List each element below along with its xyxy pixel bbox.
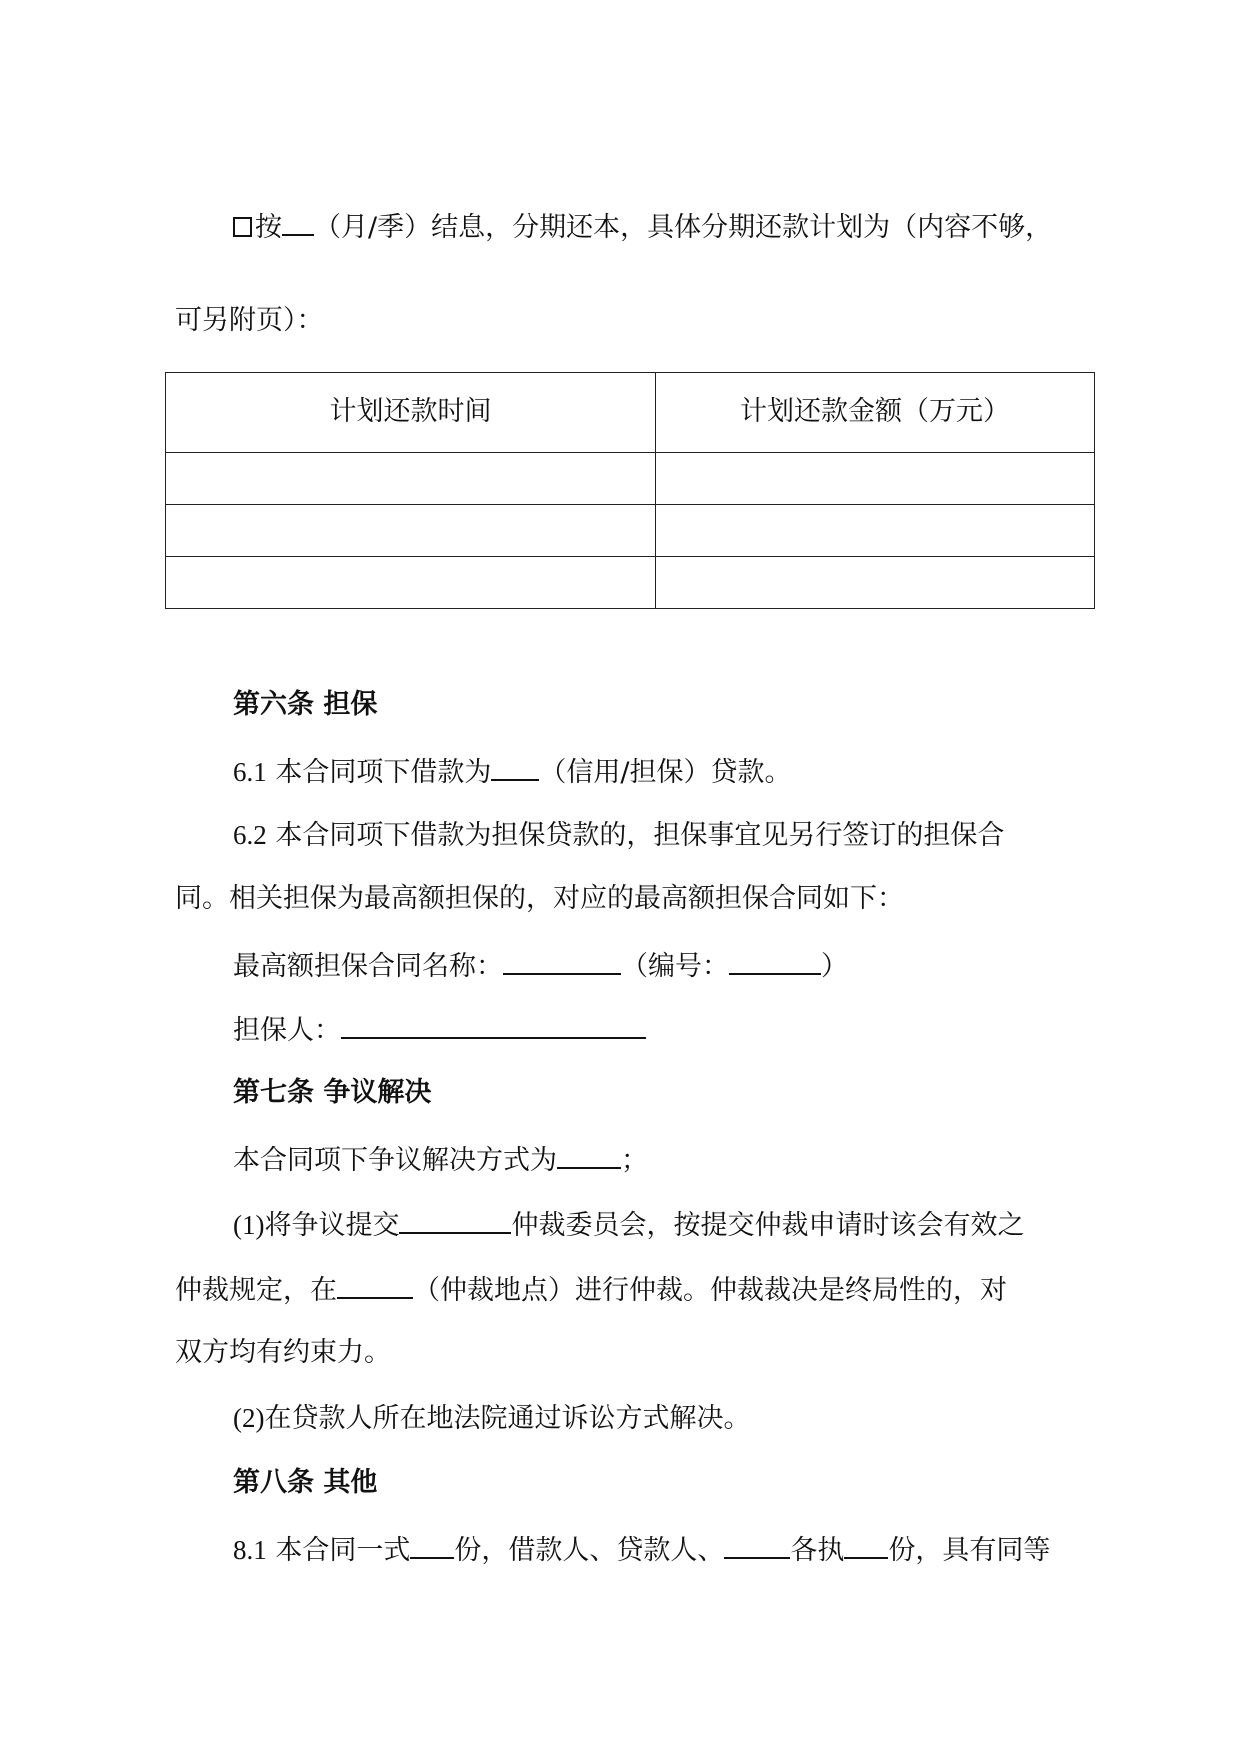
arbitration-place-blank[interactable]	[337, 1273, 413, 1299]
other-party-blank[interactable]	[724, 1533, 790, 1559]
article8-clause1	[233, 1533, 1173, 1566]
header-plan-amount: 计划还款金额（万元）	[656, 373, 1095, 453]
article8-title: 第八条 其他	[233, 1467, 378, 1498]
dispute-method-blank[interactable]	[557, 1143, 621, 1169]
clause-text: 将争议提交	[264, 1210, 400, 1241]
guarantor-blank[interactable]	[341, 1013, 646, 1039]
table-cell[interactable]	[166, 505, 656, 557]
clause-number: (1)	[233, 1210, 265, 1240]
clause-text: 本合同项下借款为担保贷款的，担保事宜见另行签订的担保合	[275, 820, 1005, 851]
article6-clause2-line1	[233, 820, 1173, 851]
table-row	[166, 557, 1095, 609]
clause-number: (2)	[233, 1403, 265, 1433]
period-blank[interactable]	[282, 210, 314, 236]
article7-intro	[233, 1143, 1173, 1176]
contract-number-blank[interactable]	[729, 949, 821, 975]
article7-option2	[233, 1403, 1173, 1434]
article7-option1-line3: 双方均有约束力。	[175, 1337, 391, 1368]
article6-clause1	[233, 755, 1173, 788]
table-cell[interactable]	[656, 557, 1095, 609]
clause-text: （信用/担保）贷款。	[539, 757, 792, 788]
copies-blank[interactable]	[410, 1533, 454, 1559]
table-cell[interactable]	[656, 453, 1095, 505]
article6-clause2-line2: 同。相关担保为最高额担保的，对应的最高额担保合同如下：	[175, 883, 904, 914]
clause-text: 仲裁委员会，按提交仲裁申请时该会有效之	[511, 1210, 1025, 1241]
guarantor-label: 担保人：	[233, 1015, 341, 1046]
clause-text: 在贷款人所在地法院通过诉讼方式解决。	[264, 1403, 751, 1434]
table-header-row	[166, 373, 1095, 453]
clause-text: 仲裁规定，在	[175, 1275, 337, 1306]
max-guarantee-contract-line	[233, 949, 1173, 982]
table-row	[166, 453, 1095, 505]
table-cell[interactable]	[166, 453, 656, 505]
contract-name-label: 最高额担保合同名称：	[233, 951, 503, 982]
clause-text: 各执	[790, 1535, 845, 1566]
repayment-text: （月/季）结息，分期还本，具体分期还款计划为（内容不够，	[314, 212, 1053, 243]
clause-text: 本合同项下借款为	[275, 757, 492, 788]
clause-text: ；	[621, 1145, 648, 1176]
table-cell[interactable]	[656, 505, 1095, 557]
article7-title: 第七条 争议解决	[233, 1077, 432, 1108]
repayment-plan-table	[165, 372, 1095, 609]
article7-option1-line1	[233, 1208, 1173, 1241]
contract-name-blank[interactable]	[503, 949, 621, 975]
article6-title: 第六条 担保	[233, 689, 378, 720]
contract-number-label: （编号：	[621, 951, 729, 982]
checkbox-icon[interactable]	[233, 217, 252, 237]
repayment-option-line1	[233, 210, 1173, 243]
article7-option1-line2	[175, 1273, 1115, 1306]
clause-text: 本合同项下争议解决方式为	[233, 1145, 557, 1176]
table-row	[166, 505, 1095, 557]
clause-text: 份，具有同等	[888, 1535, 1051, 1566]
clause-text: 本合同一式	[275, 1535, 411, 1566]
loan-type-blank[interactable]	[491, 755, 539, 781]
copies-each-blank[interactable]	[844, 1533, 888, 1559]
clause-text: （仲裁地点）进行仲裁。仲裁裁决是终局性的，对	[413, 1275, 1007, 1306]
table-cell[interactable]	[166, 557, 656, 609]
arbitration-commission-blank[interactable]	[399, 1208, 511, 1234]
repayment-option-line2: 可另附页）：	[175, 305, 324, 336]
repayment-text: 按	[255, 212, 282, 243]
header-plan-date: 计划还款时间	[166, 373, 656, 453]
guarantor-line	[233, 1013, 1173, 1046]
clause-number: 8.1	[233, 1535, 267, 1565]
clause-number: 6.2	[233, 820, 267, 850]
clause-text: 份，借款人、贷款人、	[454, 1535, 725, 1566]
contract-number-close: ）	[821, 951, 848, 982]
clause-number: 6.1	[233, 757, 267, 787]
